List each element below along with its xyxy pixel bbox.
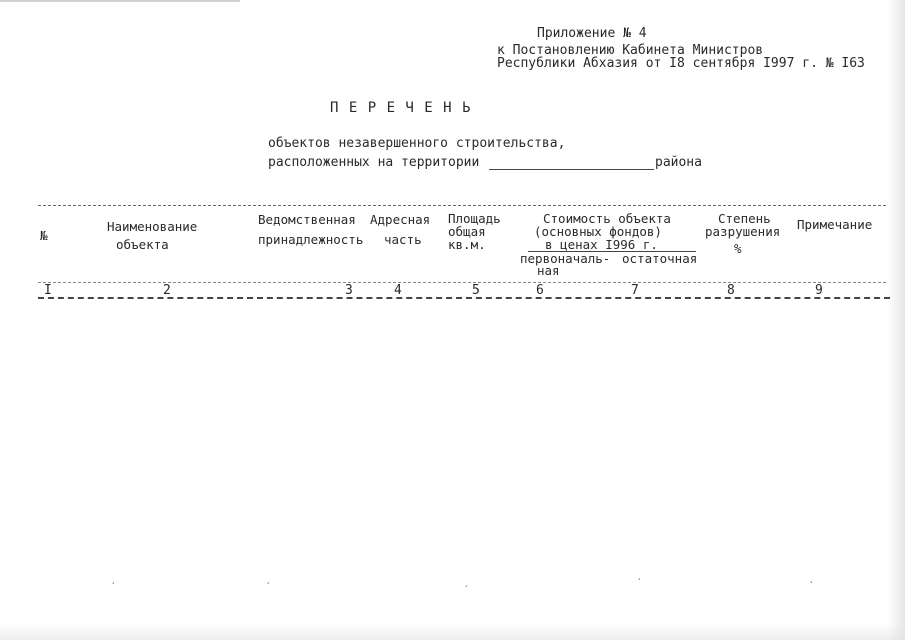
col-number-1: I [44, 283, 52, 298]
page-top-edge-line [0, 0, 240, 2]
col-number-8: 8 [727, 283, 735, 298]
column-numbers-rule [38, 297, 890, 299]
table-top-rule [38, 205, 886, 206]
scan-speck: · [808, 576, 815, 589]
subtitle-line-2-prefix: расположенных на территории [268, 155, 480, 170]
col-number-header: № [40, 228, 48, 243]
resolution-date-number: Республики Абхазия от I8 сентября I997 г. № I63 [497, 56, 865, 71]
col-damage-header-line3: % [734, 241, 742, 256]
scan-speck: · [636, 573, 643, 586]
col-area-header-line1: Площадь [448, 211, 501, 226]
appendix-label: Приложение № 4 [537, 26, 647, 41]
col-cost-header-line1: Стоимость объекта [543, 211, 671, 226]
scan-speck: · [463, 580, 470, 593]
col-number-5: 5 [472, 283, 480, 298]
col-cost-initial-header-cont: ная [537, 263, 560, 278]
subtitle-line-2-suffix: района [655, 155, 702, 170]
resolution-reference: к Постановлению Кабинета Министров [497, 43, 764, 58]
col-address-header-line1: Адресная [370, 212, 431, 227]
col-cost-residual-header: остаточная [622, 251, 698, 266]
col-damage-header-line2: разрушения [705, 224, 781, 239]
page-right-edge-shadow [887, 0, 905, 640]
col-number-3: 3 [345, 283, 353, 298]
col-department-header-line1: Ведомственная [258, 212, 356, 227]
col-cost-header-line2: (основных фондов) [534, 224, 662, 239]
col-damage-header-line1: Степень [718, 211, 771, 226]
col-cost-initial-header: первоначаль- [520, 251, 611, 266]
col-number-6: 6 [536, 283, 544, 298]
col-name-header-line2: объекта [116, 237, 169, 252]
col-cost-header-line3: в ценах I996 г. [545, 237, 658, 252]
col-number-2: 2 [163, 283, 171, 298]
col-department-header-line2: принадлежность [258, 232, 364, 247]
scan-speck: · [110, 577, 117, 590]
subtitle-line-1: объектов незавершенного строительства, [268, 136, 566, 151]
col-number-9: 9 [815, 283, 823, 298]
col-number-7: 7 [631, 283, 639, 298]
district-blank-line [489, 169, 654, 170]
col-number-4: 4 [394, 283, 402, 298]
col-address-header-line2: часть [384, 232, 422, 247]
page-bottom-shade [0, 624, 905, 640]
col-area-header-line3: кв.м. [448, 237, 486, 252]
col-note-header: Примечание [797, 217, 873, 232]
scan-speck: · [265, 577, 272, 590]
document-title: П Е Р Е Ч Е Н Ь [330, 100, 472, 116]
col-area-header-line2: общая [448, 224, 486, 239]
col-name-header-line1: Наименование [107, 219, 198, 234]
table-header-bottom-rule [38, 282, 886, 283]
